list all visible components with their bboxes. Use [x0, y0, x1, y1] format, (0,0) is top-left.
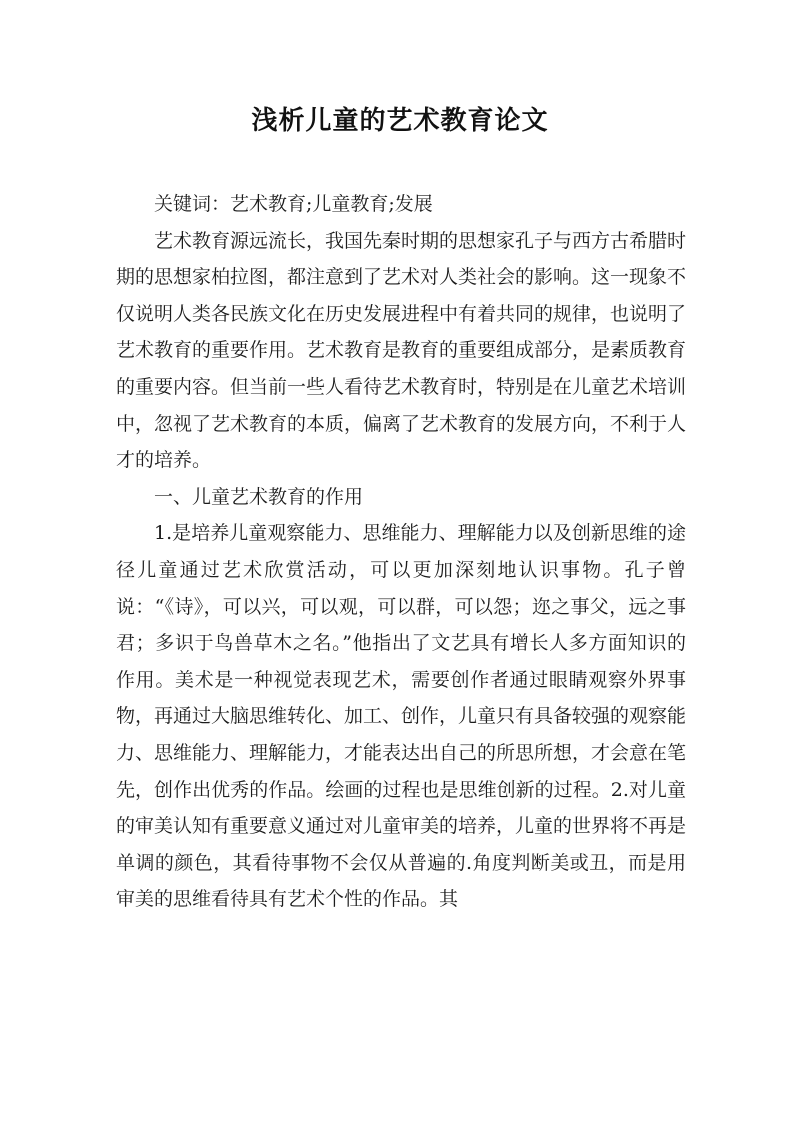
section-heading: 一、儿童艺术教育的作用 — [154, 485, 364, 508]
keywords-paragraph: 关键词：艺术教育;儿童教育;发展 — [154, 193, 433, 215]
document-body — [116, 186, 686, 918]
document-title: 浅析儿童的艺术教育论文 — [251, 106, 549, 136]
intro-paragraph: 艺术教育源远流长，我国先秦时期的思想家孔子与西方古希腊时期的思想家柏拉图，都注意到了艺术对人类社会的影响。这一现象不仅说明人类各民族文化在历史发展进程中有着共同的规律，也说明了艺术教育的重要作用。艺术教育是教育的重要组成部分，是素质教育的重要内容。但当前一些人看待艺术教育时，特别是在儿童艺术培训中，忽视了艺术教育的本质，偏离了艺术教育的发展方向，不利于人才的培养。 — [116, 229, 687, 472]
section-paragraph: 1.是培养儿童观察能力、思维能力、理解能力以及创新思维的途径儿童通过艺术欣赏活动，可以更加深刻地认识事物。孔子曾说：“《诗》，可以兴，可以观，可以群，可以怨；迩之事父，远之事君；多识于鸟兽草木之名。”他指出了文艺具有增长人多方面知识的作用。美术是一种视觉表现艺术，需要创作者通过眼睛观察外界事物，再通过大脑思维转化、加工、创作，儿童只有具备较强的观察能力、思维能力、理解能力，才能表达出自己的所思所想，才会意在笔先，创作出优秀的作品。绘画的过程也是思维创新的过程。2.对儿童的审美认知有重要意义通过对儿童审美的培养，儿童的世界将不再是单调的颜色，其看待事物不会仅从普遍的.角度判断美或丑，而是用审美的思维看待具有艺术个性的作品。其 — [116, 522, 687, 911]
